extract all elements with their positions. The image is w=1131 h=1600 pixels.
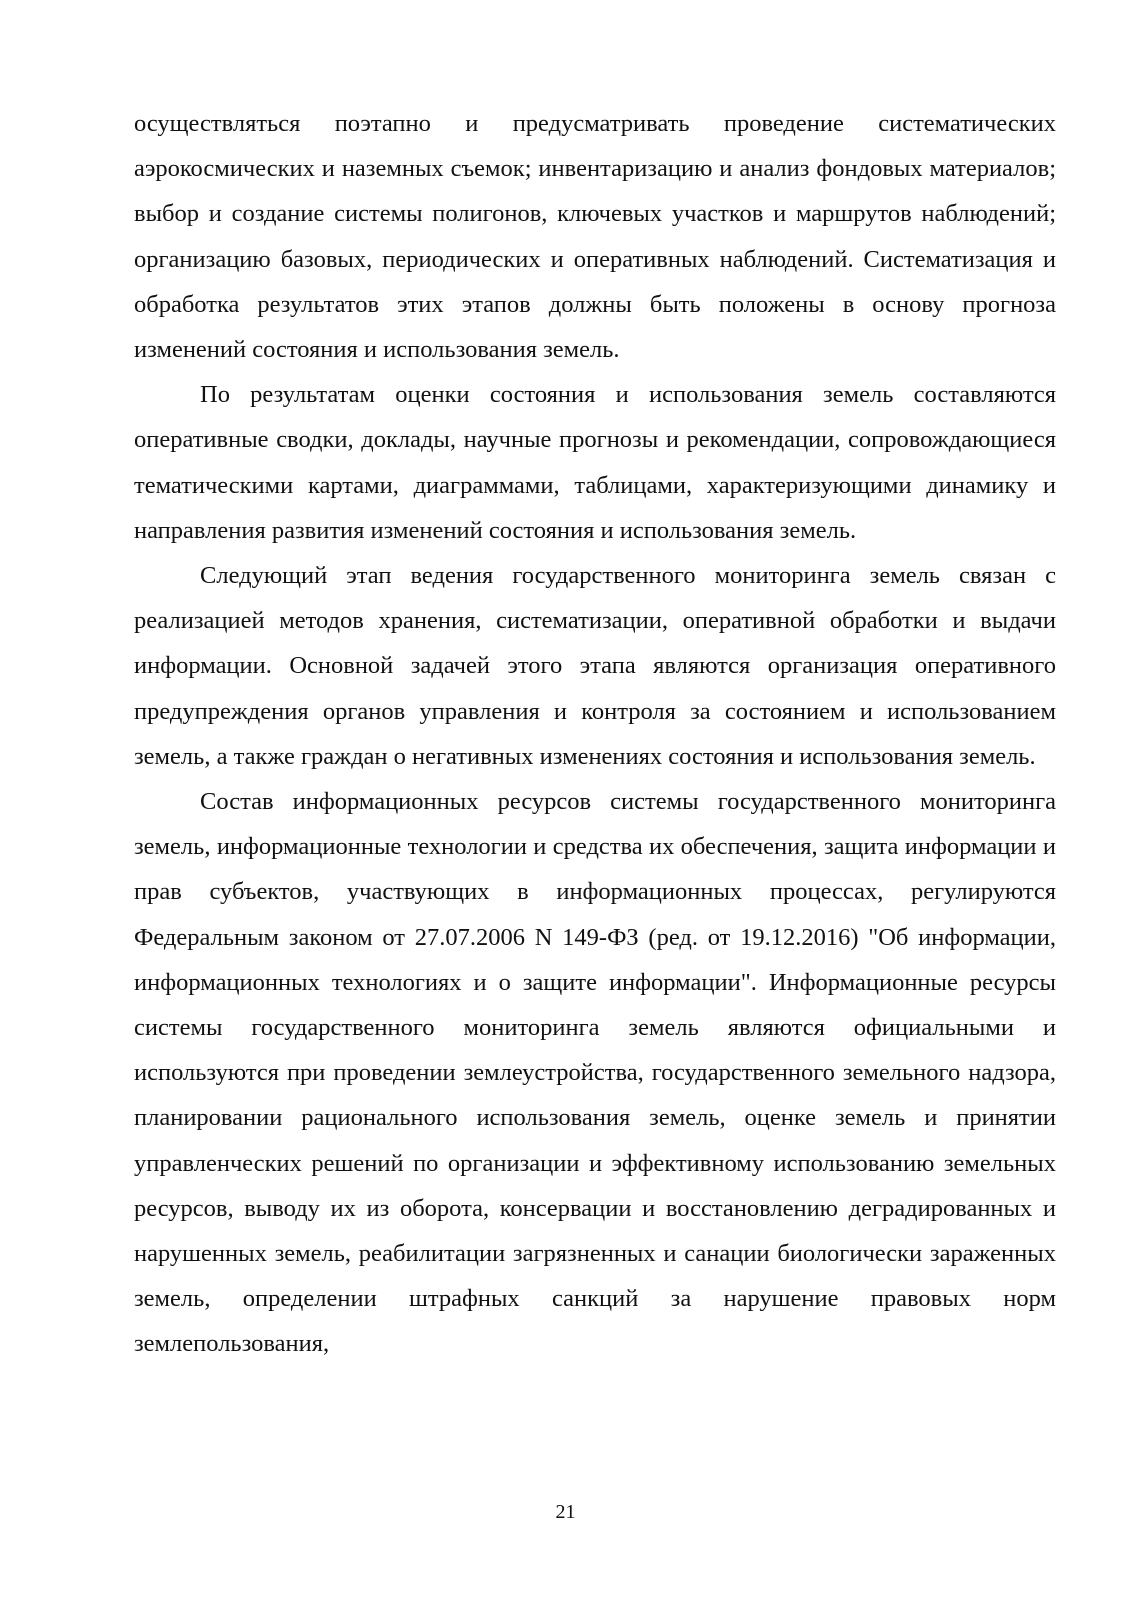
body-text (134, 101, 1056, 1367)
paragraph-continuation: осуществляться поэтапно и предусматривать проведение систематических аэрокосмических и наземных съемок; инвентаризацию и анализ фондовых материалов; выбор и создание системы полигонов, ключевых участков и маршрутов наблюдений; организацию базовых, периодических и оперативных наблюдений. Систематизация и обработка результатов этих этапов должны быть положены в основу прогноза изменений состояния и использования земель. (134, 110, 1056, 364)
paragraph-information-resources: Состав информационных ресурсов системы государственного мониторинга земель, информационные технологии и средства их обеспечения, защита информации и прав субъектов, участвующих в информационных процессах, регулируются Федеральным законом от 27.07.2006 N 149-ФЗ (ред. от 19.12.2016) "Об информации, информационных технологиях и о защите информации". Информационные ресурсы системы государственного мониторинга земель являются официальными и используются при проведении землеустройства, государственного земельного надзора, планировании рационального использования земель, оценке земель и принятии управленческих решений по организации и эффективному использованию земельных ресурсов, выводу их из оборота, консервации и восстановлению деградированных и нарушенных земель, реабилитации загрязненных и санации биологически зараженных земель, определении штрафных санкций за нарушение правовых норм землепользования, (134, 788, 1056, 1358)
page-number: 21 (555, 1501, 576, 1523)
paragraph-next-stage: Следующий этап ведения государственного мониторинга земель связан с реализацией методов хранения, систематизации, оперативной обработки и выдачи информации. Основной задачей этого этапа являются организация оперативного предупреждения органов управления и контроля за состоянием и использованием земель, а также граждан о негативных изменениях состояния и использования земель. (134, 562, 1056, 770)
paragraph-assessment-results: По результатам оценки состояния и использования земель составляются оперативные сводки, доклады, научные прогнозы и рекомендации, сопровождающиеся тематическими картами, диаграммами, таблицами, характеризующими динамику и направления развития изменений состояния и использования земель. (134, 381, 1056, 544)
